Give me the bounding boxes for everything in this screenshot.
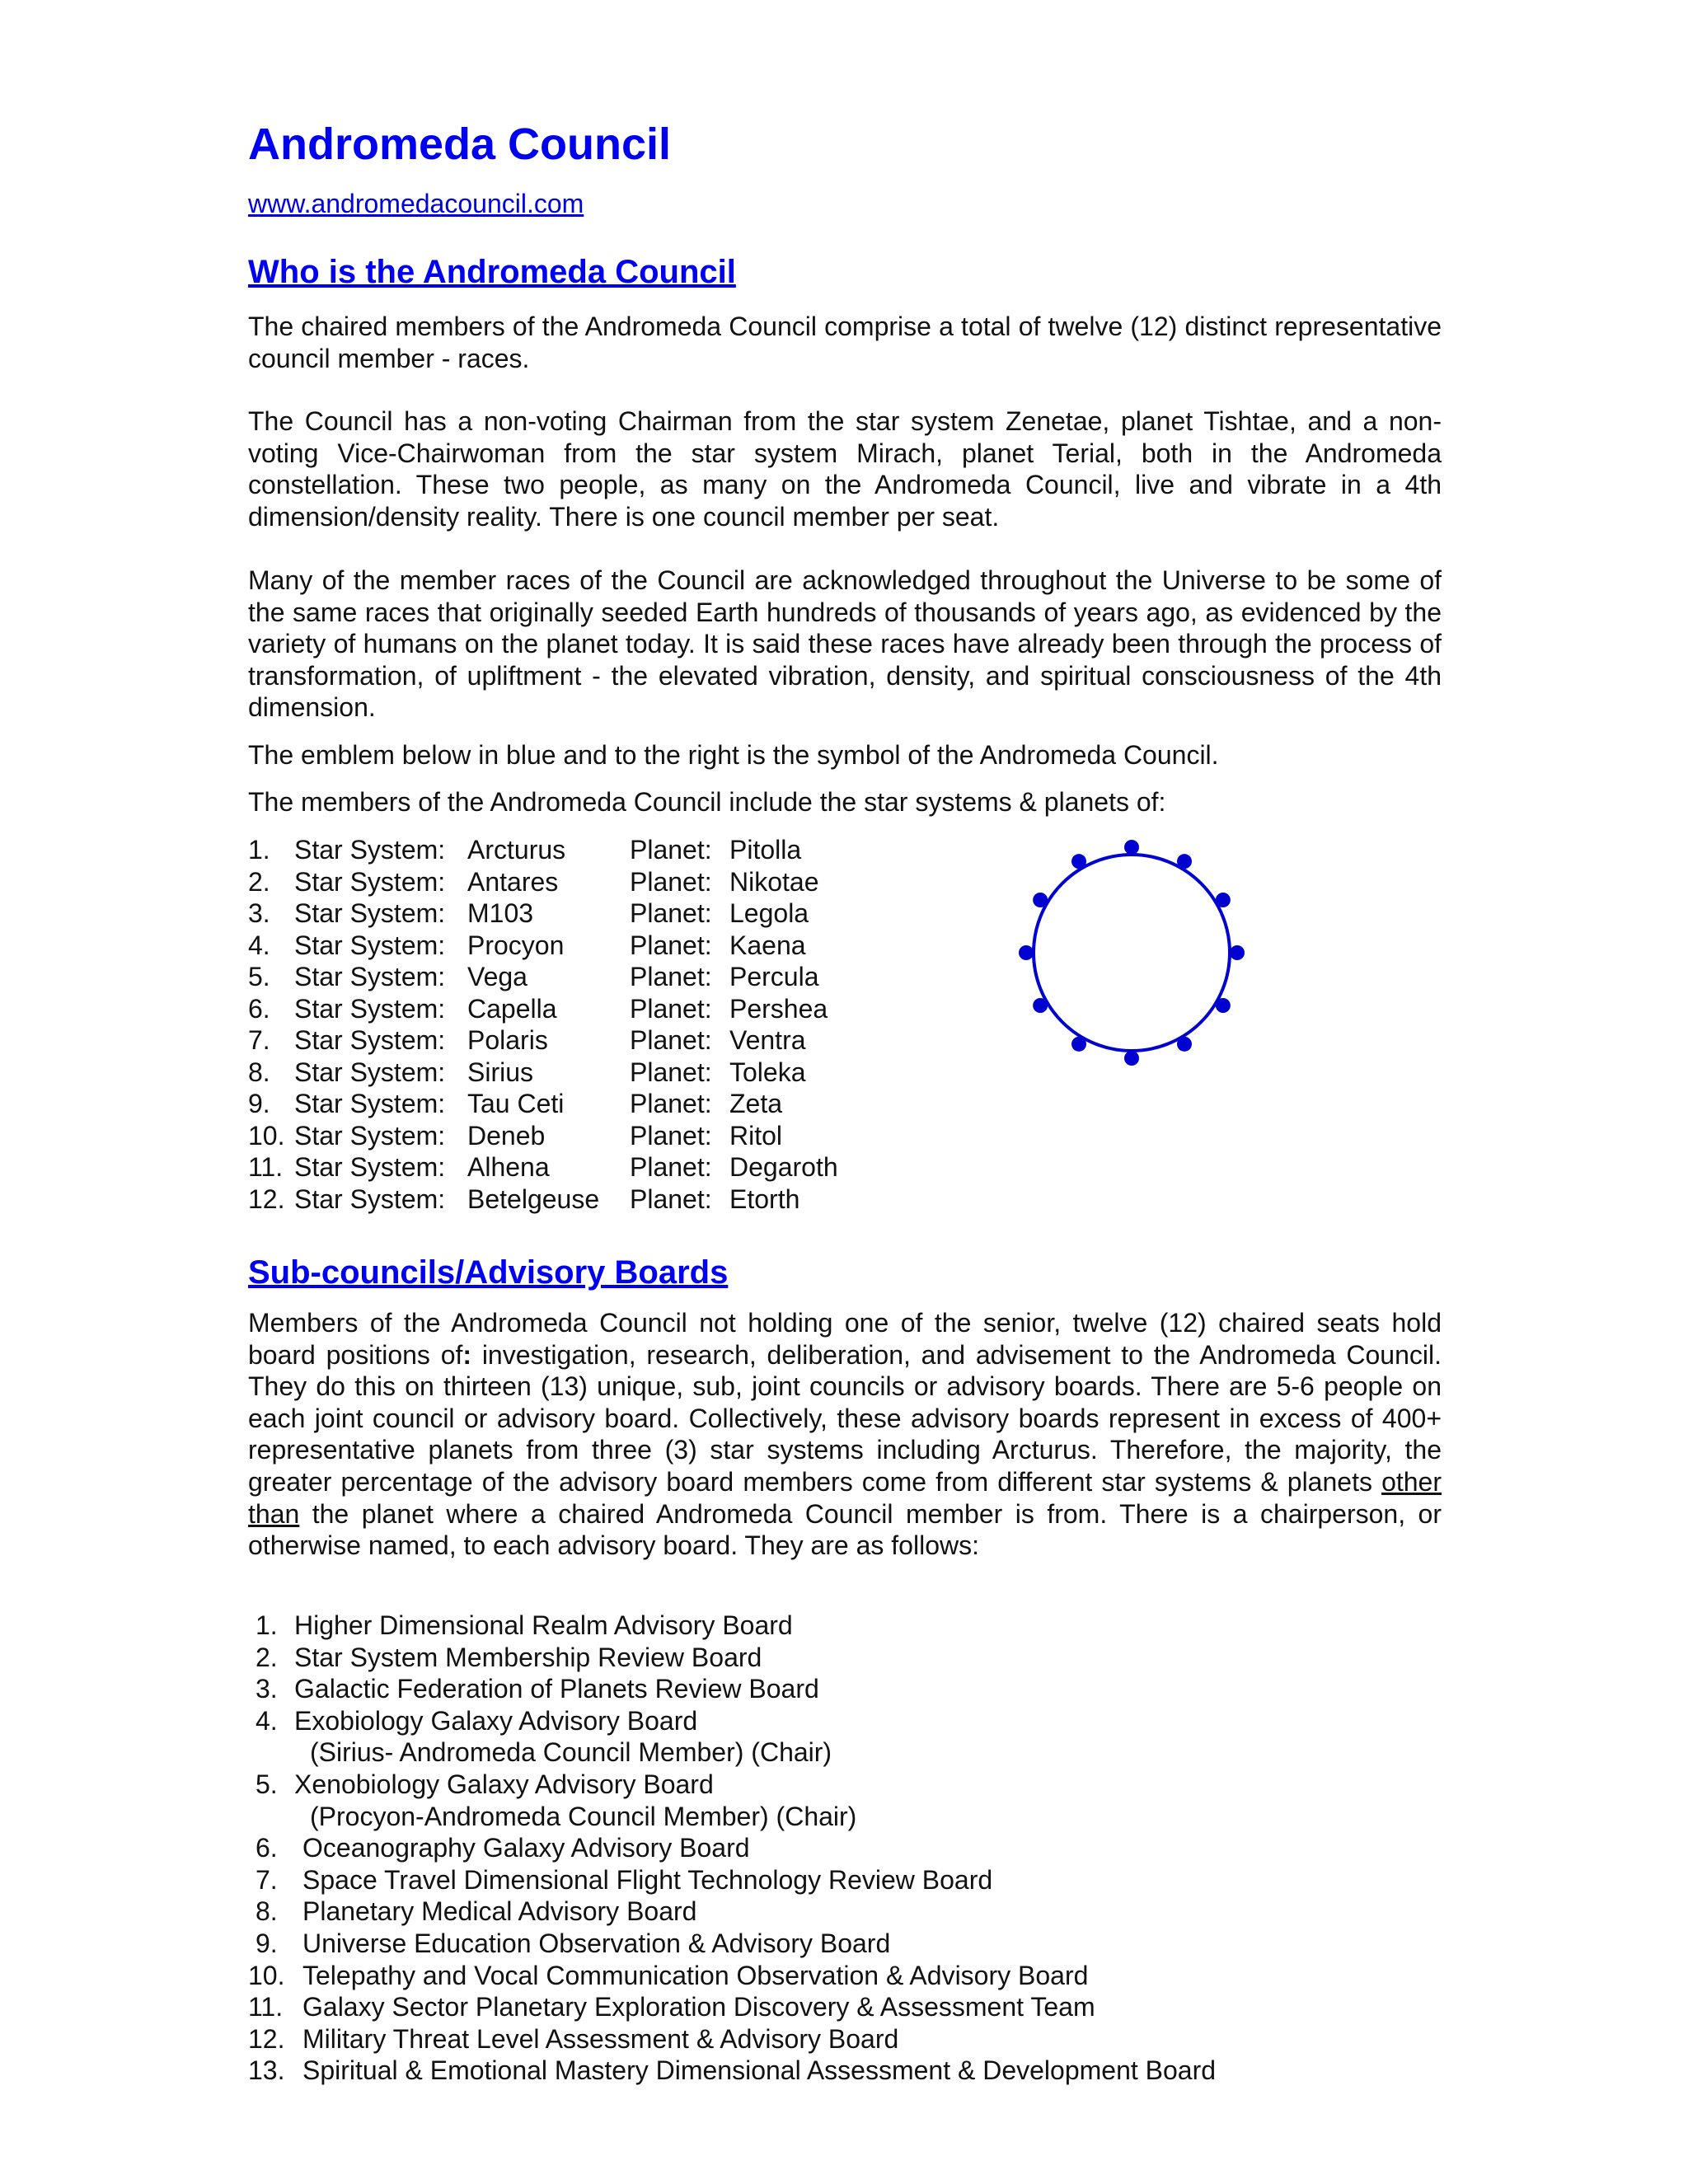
- planet-label: Planet:: [630, 962, 712, 991]
- board-name: Galactic Federation of Planets Review Board: [294, 1674, 819, 1704]
- board-name: Galaxy Sector Planetary Exploration Discovery & Assessment Team: [302, 1992, 1095, 2022]
- planet-name: Ventra: [729, 1025, 806, 1055]
- star-system-label: Star System:: [294, 1089, 446, 1118]
- emblem-seat-dot: [1033, 893, 1048, 907]
- star-system-label: Star System:: [294, 930, 446, 960]
- member-number: 6.: [248, 993, 270, 1024]
- emblem-seat-dot: [1216, 998, 1231, 1013]
- star-system-name: Vega: [467, 962, 528, 991]
- emblem-seat-dot: [1033, 998, 1048, 1013]
- star-system-label: Star System:: [294, 1183, 446, 1214]
- board-name: Spiritual & Emotional Mastery Dimensional Assessment & Development Board: [302, 2055, 1217, 2086]
- planet-name: Etorth: [729, 1183, 800, 1214]
- paragraph: Many of the member races of the Council are acknowledged throughout the Universe to be some of the same races that originally seeded Earth hundreds of thousands of years ago, as evidenced by the variety of humans on the planet today. It is said these races have already been through the process of transformation, of upliftment - the elevated vibration, density, and spiritual consciousness of the 4th dimension.: [248, 565, 1442, 723]
- emblem-seat-dot: [1177, 854, 1192, 869]
- paragraph: The emblem below in blue and to the right is the symbol of the Andromeda Council.: [248, 740, 1219, 770]
- star-system-name: Polaris: [467, 1025, 548, 1055]
- board-name: Universe Education Observation & Advisory Board: [302, 1929, 891, 1958]
- board-number: 6.: [256, 1833, 278, 1863]
- star-system-name: M103: [467, 898, 534, 928]
- member-number: 5.: [248, 962, 270, 991]
- planet-label: Planet:: [630, 993, 712, 1024]
- star-system-name: Tau Ceti: [467, 1089, 565, 1118]
- star-system-name: Capella: [467, 993, 557, 1024]
- member-number: 8.: [248, 1057, 270, 1087]
- star-system-label: Star System:: [294, 866, 446, 897]
- star-system-name: Betelgeuse: [467, 1183, 600, 1214]
- board-chair-note: (Procyon-Andromeda Council Member) (Chair): [310, 1801, 857, 1831]
- member-number: 2.: [248, 866, 270, 897]
- emblem-seat-dot: [1230, 945, 1245, 960]
- star-system-label: Star System:: [294, 1025, 446, 1055]
- board-name: Star System Membership Review Board: [294, 1642, 762, 1672]
- star-system-name: Deneb: [467, 1120, 546, 1151]
- member-number: 12.: [248, 1183, 285, 1214]
- emblem-seat-dot: [1124, 1051, 1139, 1066]
- star-system-name: Antares: [467, 866, 559, 897]
- paragraph: The members of the Andromeda Council include the star systems & planets of:: [248, 787, 1166, 817]
- board-number: 2.: [256, 1642, 278, 1672]
- planet-label: Planet:: [630, 1057, 712, 1087]
- star-system-label: Star System:: [294, 993, 446, 1024]
- planet-label: Planet:: [630, 1120, 712, 1151]
- planet-name: Pitolla: [729, 835, 802, 865]
- member-number: 9.: [248, 1089, 270, 1118]
- board-name: Planetary Medical Advisory Board: [302, 1896, 697, 1927]
- emblem-seat-dot: [1071, 1037, 1086, 1052]
- website-link[interactable]: www.andromedacouncil.com: [248, 189, 584, 218]
- board-chair-note: (Sirius- Andromeda Council Member) (Chair): [310, 1737, 832, 1768]
- board-name: Space Travel Dimensional Flight Technology Review Board: [302, 1864, 993, 1895]
- star-system-name: Procyon: [467, 930, 565, 960]
- planet-label: Planet:: [630, 930, 712, 960]
- board-name: Higher Dimensional Realm Advisory Board: [294, 1610, 793, 1640]
- member-number: 7.: [248, 1025, 270, 1055]
- board-number: 4.: [256, 1705, 278, 1736]
- page-title: Andromeda Council: [248, 120, 672, 169]
- board-number: 5.: [256, 1769, 278, 1799]
- planet-label: Planet:: [630, 1089, 712, 1118]
- planet-label: Planet:: [630, 1025, 712, 1055]
- star-system-name: Alhena: [467, 1152, 550, 1182]
- paragraph: The Council has a non-voting Chairman from the star system Zenetae, planet Tishtae, and a non-voting Vice-Chairwoman from the star system Mirach, planet Terial, both in the Andromeda constellation. These two people, as many on the Andromeda Council, live and vibrate in a 4th dimension/density reality. There is one council member per seat.: [248, 406, 1442, 532]
- star-system-label: Star System:: [294, 1120, 446, 1151]
- star-system-label: Star System:: [294, 1057, 446, 1087]
- board-name: Exobiology Galaxy Advisory Board: [294, 1705, 698, 1736]
- emblem-seat-dot: [1124, 840, 1139, 855]
- star-system-label: Star System:: [294, 962, 446, 991]
- planet-name: Pershea: [729, 993, 828, 1024]
- planet-name: Degaroth: [729, 1152, 838, 1182]
- board-number: 3.: [256, 1674, 278, 1704]
- andromeda-council-emblem: [1008, 829, 1255, 1076]
- planet-label: Planet:: [630, 1183, 712, 1214]
- board-name: Telepathy and Vocal Communication Observation & Advisory Board: [302, 1960, 1089, 1990]
- planet-label: Planet:: [630, 835, 712, 865]
- board-number: 8.: [256, 1896, 278, 1927]
- board-number: 1.: [256, 1610, 278, 1640]
- board-number: 13.: [248, 2055, 285, 2086]
- board-number: 12.: [248, 2023, 285, 2054]
- planet-label: Planet:: [630, 1152, 712, 1182]
- board-name: Oceanography Galaxy Advisory Board: [302, 1833, 750, 1863]
- emblem-seat-dot: [1177, 1037, 1192, 1052]
- member-number: 11.: [248, 1152, 284, 1182]
- star-system-label: Star System:: [294, 898, 446, 928]
- board-name: Xenobiology Galaxy Advisory Board: [294, 1769, 714, 1799]
- star-system-label: Star System:: [294, 1152, 446, 1182]
- emblem-seat-dot: [1216, 893, 1231, 907]
- star-system-label: Star System:: [294, 835, 446, 865]
- member-number: 10.: [248, 1120, 285, 1151]
- planet-name: Percula: [729, 962, 819, 991]
- planet-name: Nikotae: [729, 866, 819, 897]
- board-number: 10.: [248, 1960, 285, 1990]
- star-system-name: Sirius: [467, 1057, 534, 1087]
- star-system-name: Arcturus: [467, 835, 566, 865]
- planet-label: Planet:: [630, 898, 712, 928]
- member-number: 4.: [248, 930, 270, 960]
- board-number: 7.: [256, 1864, 278, 1895]
- emblem-ring: [1034, 855, 1230, 1051]
- emblem-seat-dot: [1071, 854, 1086, 869]
- planet-name: Legola: [729, 898, 809, 928]
- board-number: 9.: [256, 1929, 278, 1958]
- planet-name: Zeta: [729, 1089, 783, 1118]
- planet-label: Planet:: [630, 866, 712, 897]
- board-name: Military Threat Level Assessment & Advisory Board: [302, 2023, 899, 2054]
- emblem-seat-dot: [1019, 945, 1034, 960]
- paragraph: The chaired members of the Andromeda Council comprise a total of twelve (12) distinct representative council member - races.: [248, 312, 1442, 373]
- section-heading-subcouncils[interactable]: Sub-councils/Advisory Boards: [248, 1254, 729, 1291]
- member-number: 1.: [248, 835, 270, 865]
- paragraph: Members of the Andromeda Council not holding one of the senior, twelve (12) chaired seats hold board positions of: investigation, research, deliberation, and advisement to the Andromeda Council. They do this on thirteen (13) unique, sub, joint councils or advisory boards. There are 5-6 people on each joint council or advisory board. Collectively, these advisory boards represent in excess of 400+ representative planets from three (3) star systems including Arcturus. Therefore, the majority, the greater percentage of the advisory board members come from different star systems & planets other than the planet where a chaired Andromeda Council member is from. There is a chairperson, or otherwise named, to each advisory board. They are as follows:: [248, 1308, 1442, 1561]
- section-heading-who[interactable]: Who is the Andromeda Council: [248, 254, 736, 290]
- planet-name: Kaena: [729, 930, 806, 960]
- member-number: 3.: [248, 898, 270, 928]
- board-number: 11.: [248, 1992, 284, 2022]
- planet-name: Toleka: [729, 1057, 806, 1087]
- planet-name: Ritol: [729, 1120, 783, 1151]
